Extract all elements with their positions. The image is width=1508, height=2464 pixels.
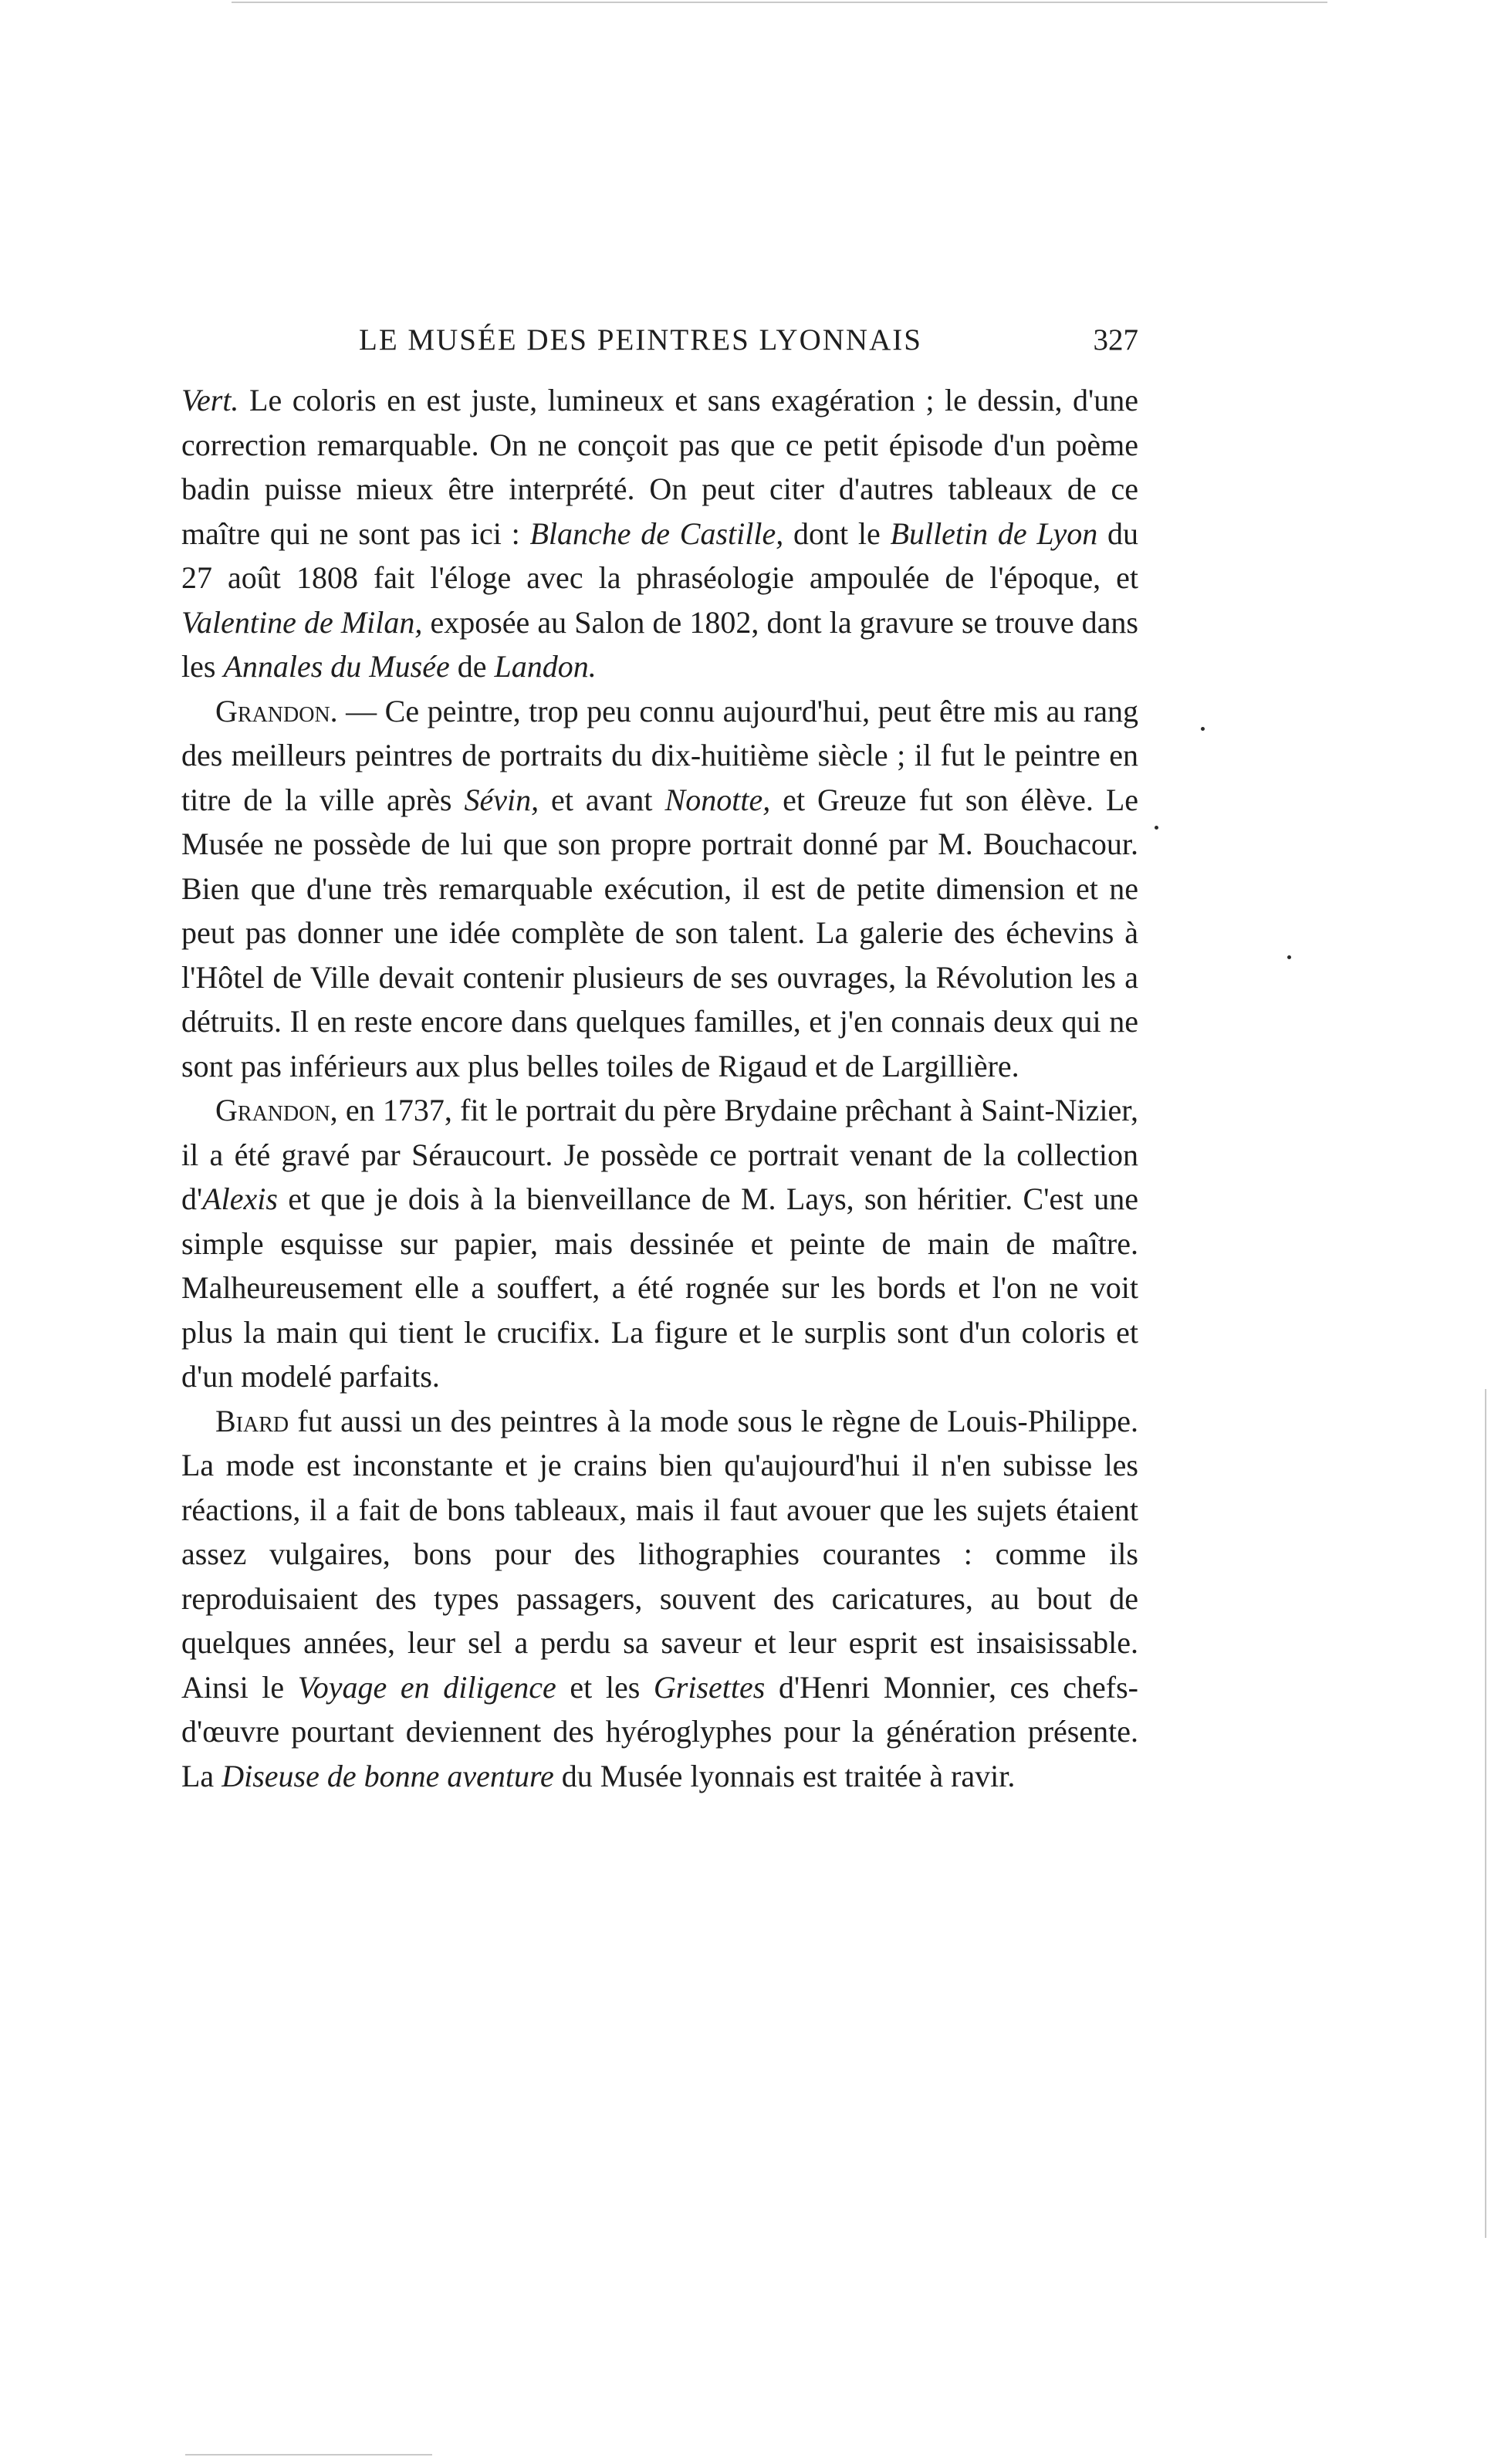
text-segment: et que je dois à la bienveillance de M. Lays, son héritier. C'est une simple esquisse sur papier, mais dessinée et peinte de main de maître. Malheureusement elle a souffert, a été rognée sur les bords et l'on ne voit plus la main qui tient le crucifix. La figure et le surplis sont d'un coloris et d'un modelé parfaits. — [181, 1181, 1138, 1394]
running-title: LE MUSÉE DES PEINTRES LYONNAIS — [359, 323, 922, 357]
text-segment: du 27 août 1808 fait l'éloge avec la phraséologie ampoulée de l'époque, et — [181, 515, 1139, 595]
text-segment: Landon. — [494, 649, 597, 684]
text-segment: Vert. — [181, 383, 239, 417]
paragraph-biard — [181, 1399, 1138, 1799]
running-head — [181, 323, 1138, 366]
text-segment: du Musée lyonnais est traitée à ravir. — [553, 1758, 1016, 1793]
text-segment: dont le — [783, 515, 891, 551]
text-segment: Grandon, — [215, 1093, 338, 1127]
text-segment: Nonotte, — [664, 782, 771, 817]
text-segment: Voyage en diligence — [297, 1669, 556, 1705]
text-segment: Sévin, — [464, 782, 539, 817]
text-segment: et les — [556, 1669, 654, 1705]
scan-edge-top — [232, 2, 1327, 3]
text-segment: Valentine de Milan, — [181, 604, 423, 640]
page-number: 327 — [1093, 323, 1138, 357]
text-segment: Blanche de Castille, — [529, 515, 784, 551]
paragraph-continued-text — [181, 378, 1138, 689]
text-segment: Diseuse de bonne aventure — [221, 1758, 554, 1793]
scan-edge-bottom — [185, 2454, 432, 2456]
text-segment: Bulletin de Lyon — [890, 515, 1098, 551]
paragraph-grandon — [181, 689, 1138, 1089]
scan-edge-right — [1485, 1389, 1486, 2238]
text-segment: et Greuze fut son élève. Le Musée ne possède de lui que son propre portrait donné par M. Bouchacour. Bien que d'une très remarquable exécution, il est de petite dimension et ne peut pas donner une idée complète de son talent. La galerie des échevins à l'Hôtel de Ville devait contenir plusieurs de ses ouvrages, la Révolution les a détruits. Il en reste encore dans quelques familles, et j'en connais deux qui ne sont pas inférieurs aux plus belles toiles de Rigaud et de Largillière. — [181, 782, 1139, 1083]
text-segment: Annales du Musée — [223, 649, 450, 684]
text-segment: exposée au Salon de 1802, dont la gravure se trouve dans les — [181, 604, 1138, 684]
margin-ink-mark — [1201, 727, 1205, 731]
text-segment: Grisettes — [653, 1669, 766, 1705]
text-segment: Alexis — [202, 1181, 278, 1216]
paragraph-grandon-portrait — [181, 1088, 1138, 1399]
body-text — [181, 378, 1138, 1798]
text-segment: Biard — [215, 1403, 289, 1438]
text-segment: de — [449, 649, 495, 684]
margin-ink-mark — [1155, 826, 1158, 830]
text-segment: — Ce peintre, trop peu connu aujourd'hui, peut être mis au rang des meilleurs peintres de portraits du dix-huitième siècle ; il fut le peintre en titre de la ville après — [181, 693, 1138, 817]
text-segment: d'Henri Monnier, ces chefs-d'œuvre pourtant deviennent des hyéroglyphes pour la génération présente. La — [181, 1669, 1138, 1793]
text-segment: Grandon. — [215, 693, 338, 728]
margin-ink-mark — [1287, 955, 1291, 959]
text-segment: Le coloris en est juste, lumineux et sans exagération ; le dessin, d'une correction remarquable. On ne conçoit pas que ce petit épisode d'un poème badin puisse mieux être interprété. On peut citer d'autres tableaux de ce maître qui ne sont pas ici : — [181, 383, 1138, 551]
text-segment: en 1737, fit le portrait du père Brydaine prêchant à Saint-Nizier, il a été gravé par Séraucourt. Je possède ce portrait venant de la collection d' — [181, 1093, 1138, 1216]
text-segment: et avant — [539, 782, 665, 817]
text-segment: fut aussi un des peintres à la mode sous le règne de Louis-Philippe. La mode est inconstante et je crains bien qu'aujourd'hui il n'en subisse les réactions, il a fait de bons tableaux, mais il faut avouer que les sujets étaient assez vulgaires, bons pour des lithographies courantes : comme ils reproduisaient des types passagers, souvent des caricatures, au bout de quelques années, leur sel a perdu sa saveur et leur esprit est insaisissable. Ainsi le — [181, 1403, 1138, 1705]
